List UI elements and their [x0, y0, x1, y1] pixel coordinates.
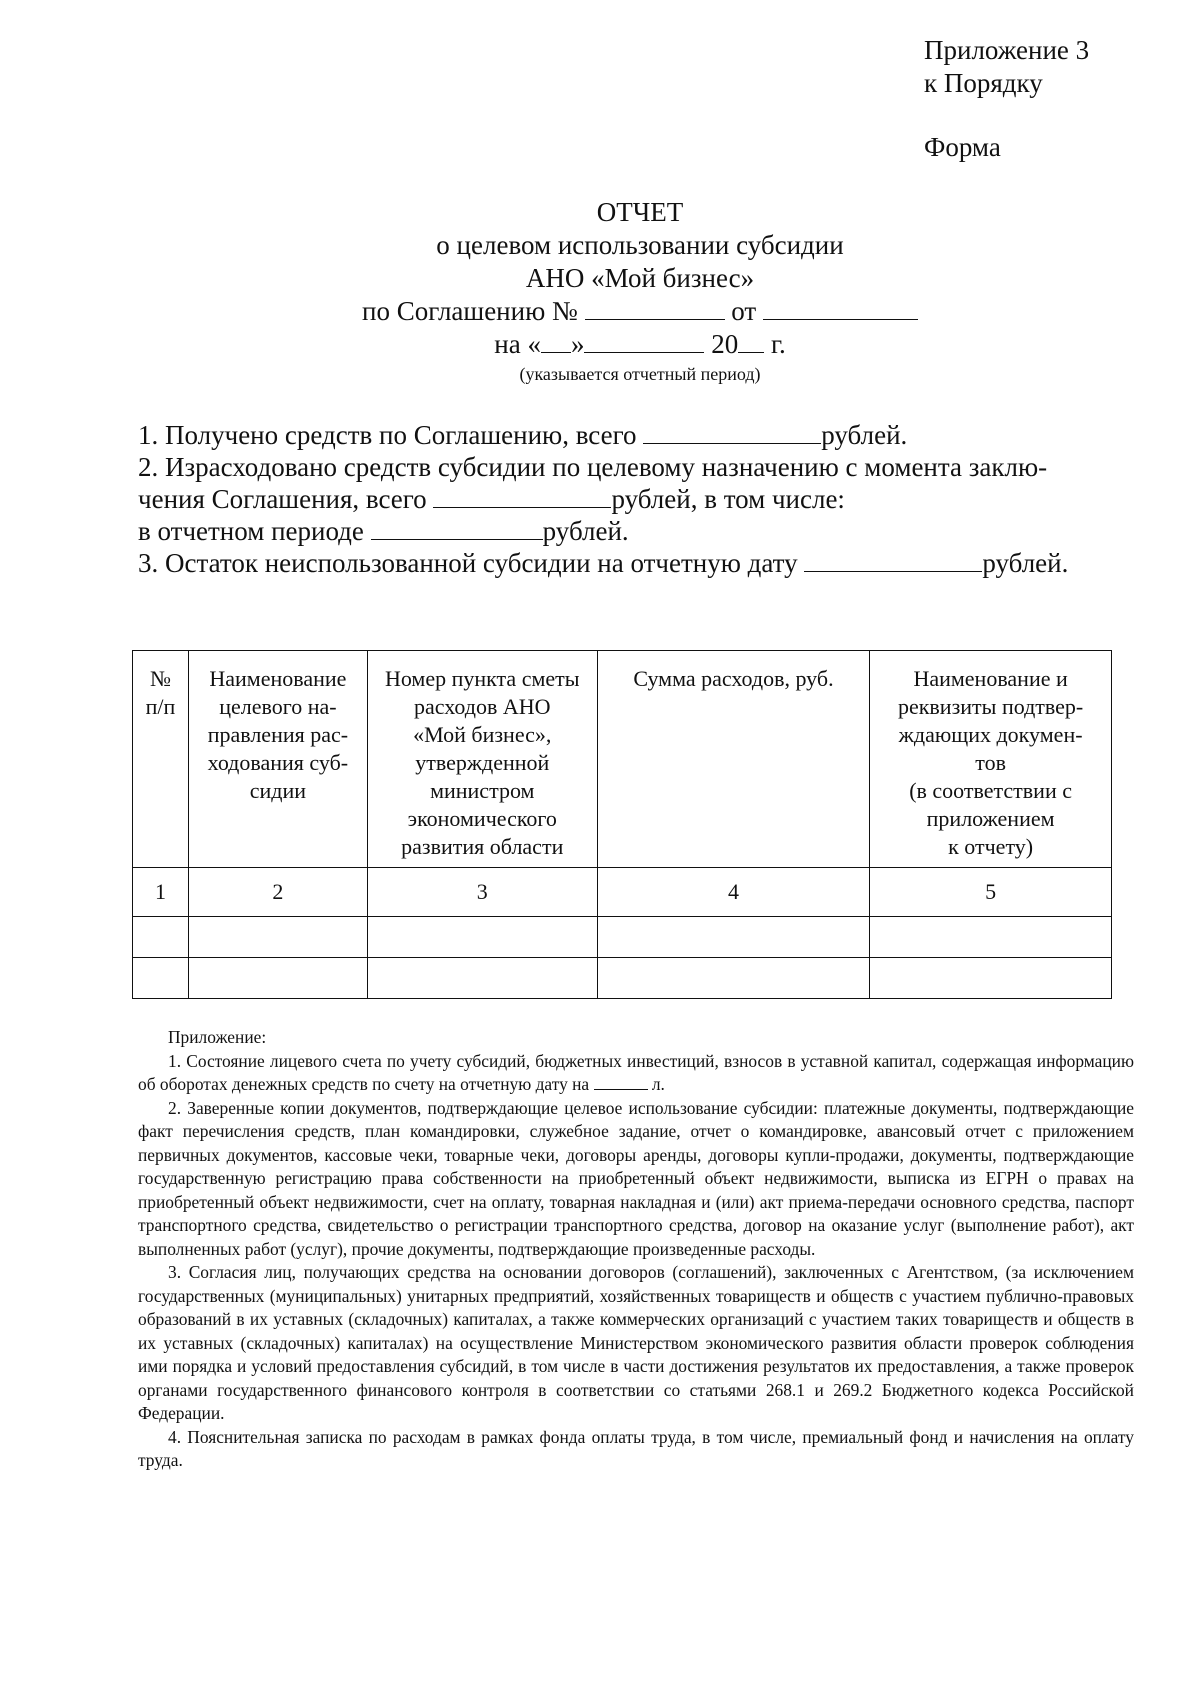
header-line: п/п	[145, 694, 176, 719]
summary-period-text: в отчетном периоде	[138, 516, 364, 546]
appendix-number: Приложение 3	[924, 35, 1090, 65]
summary-item-1	[138, 419, 1138, 451]
table-cell[interactable]	[133, 958, 189, 999]
table-cell[interactable]	[870, 917, 1112, 958]
remaining-amount-field[interactable]	[804, 549, 982, 572]
period-note: (указывается отчетный период)	[519, 364, 761, 384]
table-cell[interactable]	[133, 917, 189, 958]
spent-amount-field[interactable]	[433, 485, 611, 508]
header-line: ходования суб-	[207, 750, 349, 775]
column-number: 3	[367, 868, 597, 917]
expenses-table	[132, 650, 1112, 999]
period-spent-amount-field[interactable]	[371, 517, 543, 540]
summary-item-1-unit: рублей.	[821, 420, 908, 450]
header-line: утвержденной	[415, 750, 550, 775]
agreement-label: по Соглашению №	[362, 296, 578, 326]
column-number: 5	[870, 868, 1112, 917]
period-open-quote: на «	[494, 329, 541, 359]
appendix-item-1	[138, 1050, 1134, 1097]
summary-item-2-unit: рублей, в том числе:	[611, 484, 845, 514]
appendix-item-1-suffix: л.	[651, 1074, 665, 1094]
funds-summary	[138, 419, 1138, 579]
header-cell-estimate-item	[367, 651, 597, 868]
header-cell-purpose	[188, 651, 367, 868]
appendix-title: Приложение:	[168, 1027, 267, 1047]
table-cell[interactable]	[188, 958, 367, 999]
header-line: реквизиты подтвер-	[897, 694, 1084, 719]
period-year-field[interactable]	[738, 330, 764, 353]
summary-item-3	[138, 547, 1138, 579]
summary-item-2-line-1: 2. Израсходовано средств субсидии по целевому назначению с момента заклю-	[138, 452, 1048, 482]
table-cell[interactable]	[597, 958, 870, 999]
summary-item-3-text: 3. Остаток неиспользованной субсидии на отчетную дату	[138, 548, 798, 578]
column-number: 2	[188, 868, 367, 917]
header-line: Наименование и	[913, 666, 1068, 691]
summary-item-2-period	[138, 515, 1138, 547]
header-line: приложением	[926, 806, 1055, 831]
table-cell[interactable]	[597, 917, 870, 958]
table-row	[133, 917, 1112, 958]
table-header-row	[133, 651, 1112, 868]
appendix-list	[138, 1026, 1134, 1473]
appendix-header	[924, 34, 1174, 164]
period-month-field[interactable]	[584, 330, 704, 353]
period-close-quote: »	[570, 329, 585, 359]
agreement-date-field[interactable]	[763, 297, 918, 320]
header-line: №	[149, 666, 171, 691]
appendix-item-4: 4. Пояснительная записка по расходам в рамках фонда оплаты труда, в том числе, премиальный фонд и начисления на оплату труда.	[138, 1426, 1134, 1470]
header-line: ждающих докумен-	[898, 722, 1083, 747]
header-cell-amount	[597, 651, 870, 868]
header-line: Номер пункта сметы	[384, 666, 580, 691]
organization-name: АНО «Мой бизнес»	[525, 263, 755, 293]
header-line: Наименование	[209, 666, 347, 691]
agreement-number-field[interactable]	[585, 297, 725, 320]
appendix-item-3: 3. Согласия лиц, получающих средства на основании договоров (соглашений), заключенных с Агентством, (за исключением государственных (муниципальных) унитарных предприятий, хозяйственных товариществ и обществ с участием публично-правовых образований в их уставных (складочных) капиталах, а также коммерческих организаций с участием таких товариществ и обществ в их уставных (складочных) капиталах) на осуществление Министерством экономического развития области проверок соблюдения ими порядка и условий предоставления субсидий, в том числе в части достижения результатов их предоставления, а также проверок органами государственного финансового контроля в соответствии со статьями 268.1 и 269.2 Бюджетного кодекса Российской Федерации.	[138, 1262, 1134, 1423]
header-line: правления рас-	[207, 722, 349, 747]
table-cell[interactable]	[367, 958, 597, 999]
summary-item-3-unit: рублей.	[982, 548, 1069, 578]
header-cell-documents	[870, 651, 1112, 868]
header-line: министром	[430, 778, 535, 803]
header-line: экономического	[407, 806, 557, 831]
period-year-prefix: 20	[711, 329, 739, 359]
appendix-item-2: 2. Заверенные копии документов, подтверждающие целевое использование субсидии: платежные документы, подтверждающие факт перечисления средств, план командировки, служебное задание, отчет о командировке, авансовый отчет с приложением первичных документов, кассовые чеки, товарные чеки, договоры аренды, договоры купли-продажи, документы, подтверждающие государственную регистрацию права собственности на приобретенный объект недвижимости, выписка из ЕГРН о правах на приобретенный объект недвижимости, счет на оплату, товарная накладная и (или) акт приема-передачи основного средства, паспорт транспортного средства, свидетельство о регистрации транспортного средства, договор на оказание услуг (выполнение работ), акт выполненных работ (услуг), прочие документы, подтверждающие произведенные расходы.	[138, 1097, 1134, 1259]
table-column-numbers-row	[133, 868, 1112, 917]
agreement-line	[260, 295, 1020, 328]
header-line: Сумма расходов, руб.	[633, 666, 834, 691]
appendix-pages-field[interactable]	[594, 1073, 648, 1090]
period-day-field[interactable]	[541, 330, 571, 353]
form-label: Форма	[924, 132, 1001, 162]
period-year-suffix: г.	[770, 329, 786, 359]
table-cell[interactable]	[367, 917, 597, 958]
header-line: тов	[975, 750, 1006, 775]
column-number: 4	[597, 868, 870, 917]
column-number: 1	[133, 868, 189, 917]
received-amount-field[interactable]	[643, 421, 821, 444]
header-line: сидии	[249, 778, 307, 803]
period-line	[260, 328, 1020, 361]
header-cell-number	[133, 651, 189, 868]
header-line: расходов АНО	[414, 694, 551, 719]
agreement-from-label: от	[731, 296, 757, 326]
summary-period-unit: рублей.	[542, 516, 629, 546]
header-line: целевого на-	[219, 694, 337, 719]
summary-item-2-line-2	[138, 483, 1138, 515]
table-cell[interactable]	[870, 958, 1112, 999]
report-title-block	[260, 196, 1020, 385]
report-subtitle: о целевом использовании субсидии	[436, 230, 844, 260]
table-row	[133, 958, 1112, 999]
table-cell[interactable]	[188, 917, 367, 958]
header-line: к отчету)	[948, 834, 1034, 859]
report-title: ОТЧЕТ	[596, 197, 684, 227]
summary-item-2-text: чения Соглашения, всего	[138, 484, 427, 514]
header-line: (в соответствии с	[909, 778, 1072, 803]
summary-item-1-text: 1. Получено средств по Соглашению, всего	[138, 420, 637, 450]
appendix-reference: к Порядку	[924, 68, 1043, 98]
header-line: «Мой бизнес»,	[413, 722, 552, 747]
header-line: развития области	[401, 834, 564, 859]
appendix-item-1-text: 1. Состояние лицевого счета по учету субсидий, бюджетных инвестиций, взносов в уставной капитал, содержащая информацию об оборотах денежных средств по счету на отчетную дату на	[138, 1050, 1134, 1094]
